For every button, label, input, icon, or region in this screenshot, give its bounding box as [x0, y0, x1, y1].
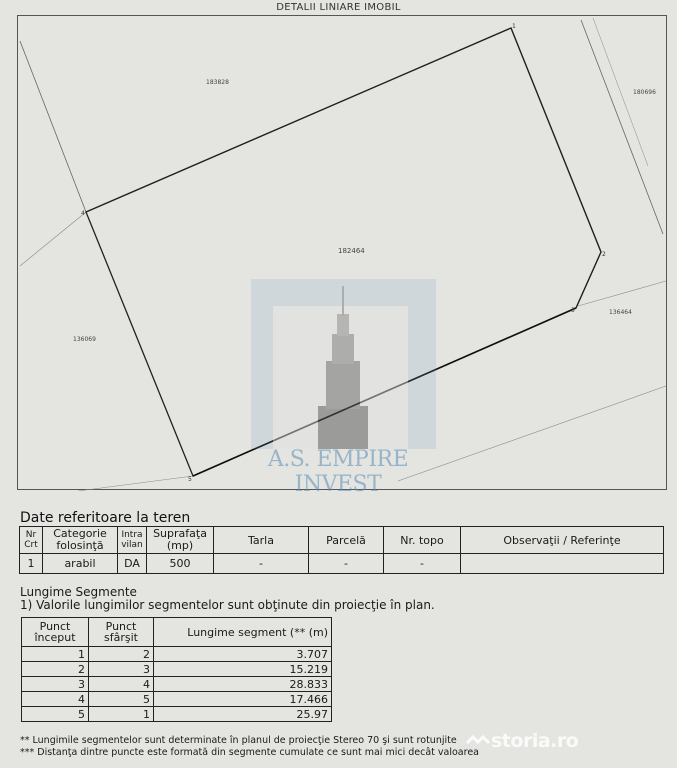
neighbor-label: 136464 [609, 309, 632, 316]
cell-nr: 1 [20, 554, 43, 574]
col-header: Tarla [214, 527, 309, 554]
point-label: 4 [81, 210, 85, 217]
cell-inceput: 2 [22, 662, 89, 677]
table-row [22, 647, 332, 662]
point-label: 5 [188, 476, 192, 483]
segmente-note: 1) Valorile lungimilor segmentelor sunt obţinute din proiecţie în plan. [20, 598, 435, 612]
neighbor-label: 136069 [73, 336, 96, 343]
col-header: Nr. topo [384, 527, 461, 554]
segmente-title: Lungime Segmente [20, 585, 137, 599]
cell-sfarsit: 5 [89, 692, 154, 707]
col-header: Punct sfârşit [89, 618, 154, 647]
col-header: Intra vilan [118, 527, 147, 554]
cell-inceput: 3 [22, 677, 89, 692]
table-row [22, 662, 332, 677]
cell-tarla: - [214, 554, 309, 574]
cell-inceput: 4 [22, 692, 89, 707]
teren-title: Date referitoare la teren [20, 510, 191, 526]
footnote-2: *** Distanţa dintre puncte este formată din segmente cumulate ce sunt mai mici decât valoarea [20, 747, 479, 758]
col-header: Lungime segment (** (m) [154, 618, 332, 647]
boundary-line [581, 20, 663, 234]
point-label: 3 [571, 307, 575, 314]
boundary-line [578, 281, 666, 306]
cell-nrtopo: - [384, 554, 461, 574]
cell-parcela: - [309, 554, 384, 574]
map-title: DETALII LINIARE IMOBIL [276, 2, 401, 13]
cell-lungime: 15.219 [154, 662, 332, 677]
parcel-map [17, 15, 667, 490]
cell-sfarsit: 3 [89, 662, 154, 677]
cell-lungime: 25.97 [154, 707, 332, 722]
table-row [22, 692, 332, 707]
col-header: Observaţii / Referinţe [461, 527, 664, 554]
brand-watermark [465, 730, 675, 760]
teren-table [19, 526, 664, 574]
cell-sfarsit: 1 [89, 707, 154, 722]
table-row [22, 707, 332, 722]
col-header: Nr Crt [20, 527, 43, 554]
col-header: Punct început [22, 618, 89, 647]
cell-lungime: 28.833 [154, 677, 332, 692]
cell-lungime: 3.707 [154, 647, 332, 662]
col-header: Suprafaţa (mp) [147, 527, 214, 554]
cell-inceput: 1 [22, 647, 89, 662]
footnote-1: ** Lungimile segmentelor sunt determinate în planul de proiecţie Stereo 70 şi sunt rotunjite [20, 735, 457, 746]
cell-observatii [461, 554, 664, 574]
boundary-line [20, 212, 86, 266]
point-label: 2 [602, 251, 606, 258]
parcel-map-drawing [18, 16, 668, 491]
table-row [20, 554, 664, 574]
boundary-line [78, 476, 193, 491]
neighbor-polygon [86, 28, 601, 308]
neighbor-label: 180696 [633, 89, 656, 96]
house-icon [465, 733, 491, 751]
cell-sfarsit: 2 [89, 647, 154, 662]
cell-categorie: arabil [43, 554, 118, 574]
cell-lungime: 17.466 [154, 692, 332, 707]
parcel-label: 182464 [338, 247, 365, 255]
boundary-line [20, 41, 86, 212]
cell-suprafata: 500 [147, 554, 214, 574]
brand-text: storia.ro [491, 730, 579, 752]
table-row [22, 677, 332, 692]
segmente-table [21, 617, 332, 722]
cell-inceput: 5 [22, 707, 89, 722]
cell-intravilan: DA [118, 554, 147, 574]
watermark-text: A.S. EMPIRE INVEST [267, 447, 409, 497]
neighbor-label: 183828 [206, 79, 229, 86]
col-header: Parcelă [309, 527, 384, 554]
cell-sfarsit: 4 [89, 677, 154, 692]
col-header: Categorie folosinţă [43, 527, 118, 554]
watermark-building [251, 279, 436, 449]
point-label: 1 [512, 23, 516, 30]
